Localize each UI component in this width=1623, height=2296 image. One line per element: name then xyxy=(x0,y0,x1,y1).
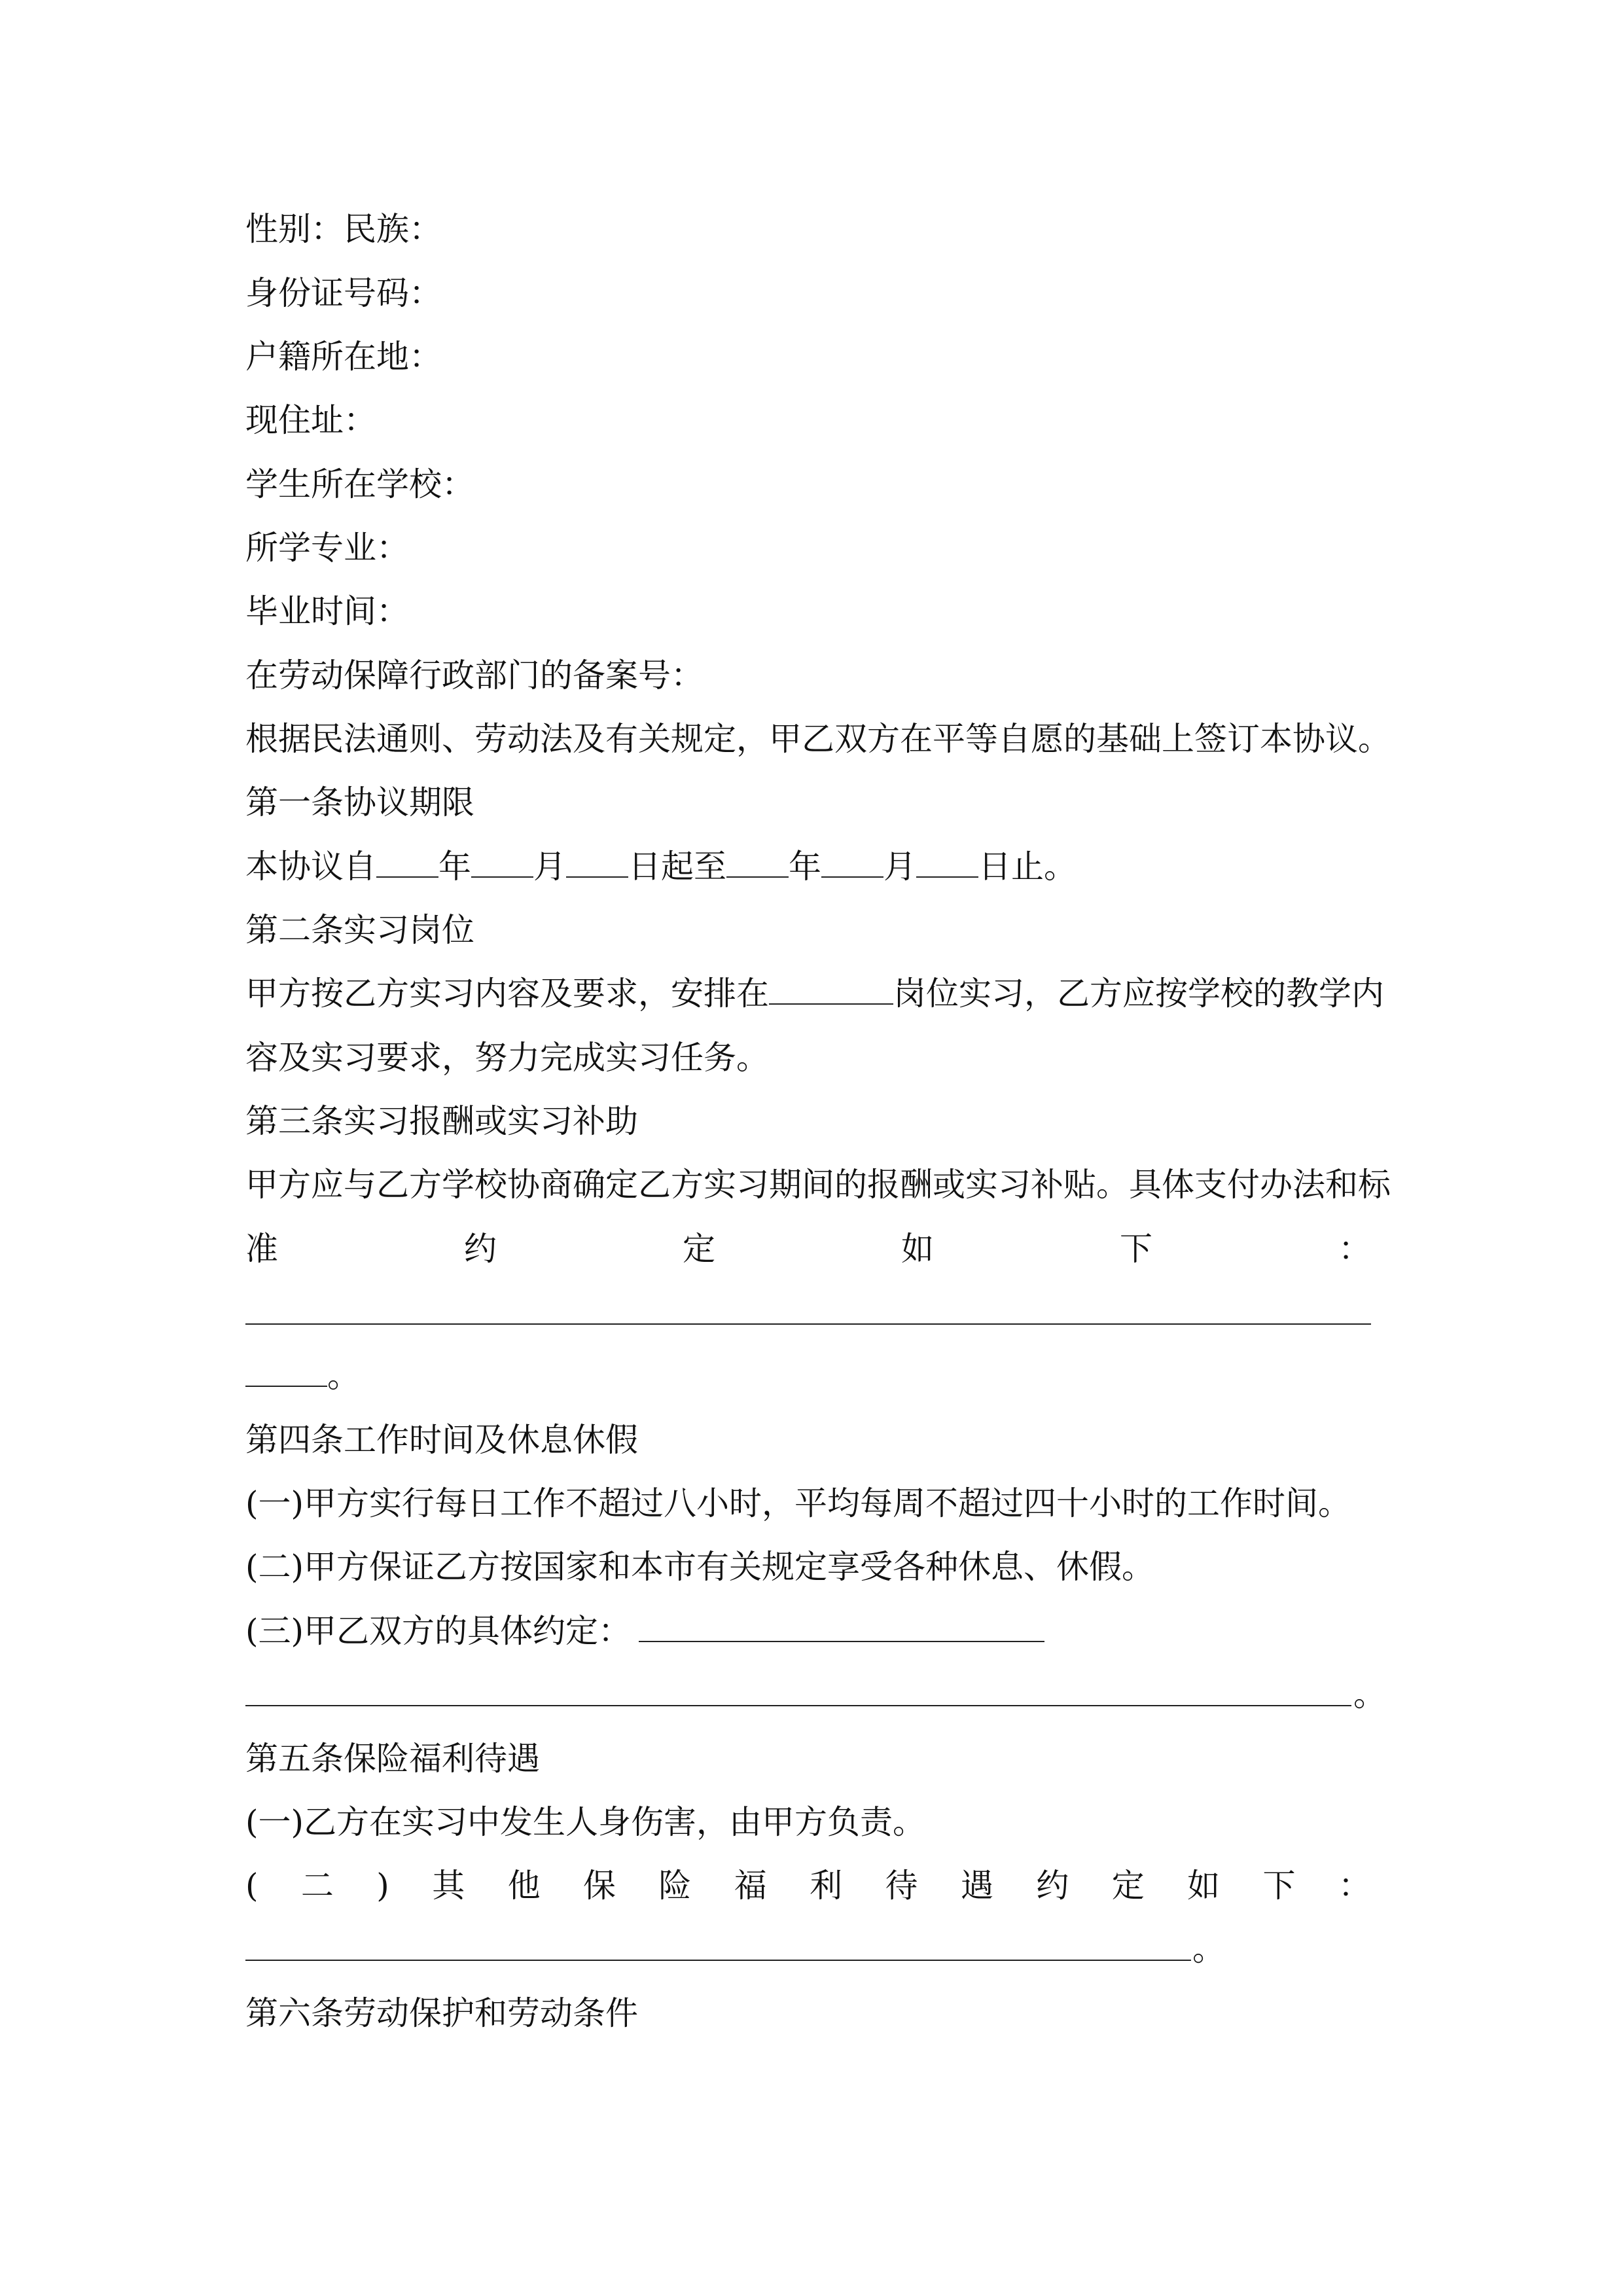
spread-char: 待 xyxy=(885,1867,918,1905)
field-household-registration: 户籍所在地： xyxy=(245,338,442,376)
spread-char: ： xyxy=(1338,1230,1371,1268)
spread-char: ： xyxy=(1338,1867,1371,1905)
field-school: 学生所在学校： xyxy=(245,465,474,503)
term-month-label-2: 月 xyxy=(883,848,916,886)
spread-char: 二 xyxy=(300,1867,334,1905)
article-2-line-1 xyxy=(245,974,1384,1013)
payment-terms-blank-end xyxy=(245,1357,327,1387)
spread-char: 险 xyxy=(658,1867,692,1905)
end-month-blank xyxy=(821,848,883,878)
article-2-title: 第二条实习岗位 xyxy=(245,911,474,949)
field-current-address: 现住址： xyxy=(245,401,376,439)
article-3-line-1: 甲方应与乙方学校协商确定乙方实习期间的报酬或实习补贴。具体支付办法和标 xyxy=(245,1166,1391,1204)
article-5-item-2-spread xyxy=(245,1866,1371,1905)
end-day-blank xyxy=(916,848,978,878)
article-1-term xyxy=(245,847,1077,886)
spread-char: 下 xyxy=(1262,1867,1296,1905)
term-month-label: 月 xyxy=(533,848,566,886)
spread-char: 福 xyxy=(734,1867,767,1905)
field-graduation-time: 毕业时间： xyxy=(245,592,409,630)
article-3-end-mark: 。 xyxy=(327,1357,360,1395)
spread-char: ) xyxy=(376,1867,389,1905)
article-4-item-2: (二)甲方保证乙方按国家和本市有关规定享受各种休息、休假。 xyxy=(245,1548,1155,1586)
article-4-title: 第四条工作时间及休息休假 xyxy=(245,1421,638,1459)
article-5-end-mark: 。 xyxy=(1192,1930,1225,1968)
spread-char: 他 xyxy=(507,1867,541,1905)
spread-char: 准 xyxy=(245,1230,278,1268)
article-3-title: 第三条实习报酬或实习补助 xyxy=(245,1102,638,1140)
spread-char: 其 xyxy=(432,1867,465,1905)
term-until-label: 日起至 xyxy=(628,848,726,886)
term-year-label-2: 年 xyxy=(789,848,821,886)
field-id-number: 身份证号码： xyxy=(245,274,442,312)
article-5-item-1: (一)乙方在实习中发生人身伤害，由甲方负责。 xyxy=(245,1803,926,1841)
article-2-text-b: 岗位实习，乙方应按学校的教学内 xyxy=(893,975,1384,1013)
article-1-title: 第一条协议期限 xyxy=(245,783,474,821)
spread-char: 如 xyxy=(1187,1867,1221,1905)
spread-char: 保 xyxy=(582,1867,616,1905)
intro-paragraph: 根据民法通则、劳动法及有关规定，甲乙双方在平等自愿的基础上签订本协议。 xyxy=(245,720,1391,758)
term-year-label: 年 xyxy=(438,848,471,886)
article-2-text-a: 甲方按乙方实习内容及要求，安排在 xyxy=(245,975,769,1013)
spread-char: ( xyxy=(245,1867,259,1905)
article-5-title: 第五条保险福利待遇 xyxy=(245,1740,540,1778)
other-benefits-blank-line xyxy=(245,1960,1191,1961)
payment-terms-blank-line xyxy=(245,1323,1371,1325)
term-text-start: 本协议自 xyxy=(245,848,376,886)
position-blank xyxy=(769,975,893,1005)
article-3-spread-line xyxy=(245,1229,1371,1268)
start-day-blank xyxy=(566,848,628,878)
start-month-blank xyxy=(471,848,533,878)
spread-char: 利 xyxy=(810,1867,843,1905)
article-6-title: 第六条劳动保护和劳动条件 xyxy=(245,1994,638,2032)
term-end-label: 日止。 xyxy=(978,848,1077,886)
start-year-blank xyxy=(376,848,438,878)
field-major: 所学专业： xyxy=(245,529,409,567)
specific-agreement-blank-line xyxy=(245,1705,1351,1706)
end-year-blank xyxy=(726,848,789,878)
field-filing-number: 在劳动保障行政部门的备案号： xyxy=(245,656,704,694)
article-3-end xyxy=(245,1356,360,1395)
spread-char: 如 xyxy=(901,1230,934,1268)
spread-char: 定 xyxy=(1111,1867,1145,1905)
spread-char: 遇 xyxy=(960,1867,993,1905)
spread-char: 下 xyxy=(1120,1230,1152,1268)
field-gender-ethnicity: 性别：民族： xyxy=(245,210,442,248)
article-4-item-1: (一)甲方实行每日工作不超过八小时，平均每周不超过四十小时的工作时间。 xyxy=(245,1484,1351,1522)
spread-char: 约 xyxy=(1036,1867,1069,1905)
article-4-item-3-text: (三)甲乙双方的具体约定： xyxy=(245,1612,632,1650)
specific-agreement-blank xyxy=(639,1612,1044,1642)
article-4-end-mark: 。 xyxy=(1353,1676,1386,1713)
article-2-line-2: 容及实习要求，努力完成实习任务。 xyxy=(245,1039,769,1077)
spread-char: 定 xyxy=(683,1230,715,1268)
article-4-item-3 xyxy=(245,1611,1044,1651)
spread-char: 约 xyxy=(464,1230,497,1268)
